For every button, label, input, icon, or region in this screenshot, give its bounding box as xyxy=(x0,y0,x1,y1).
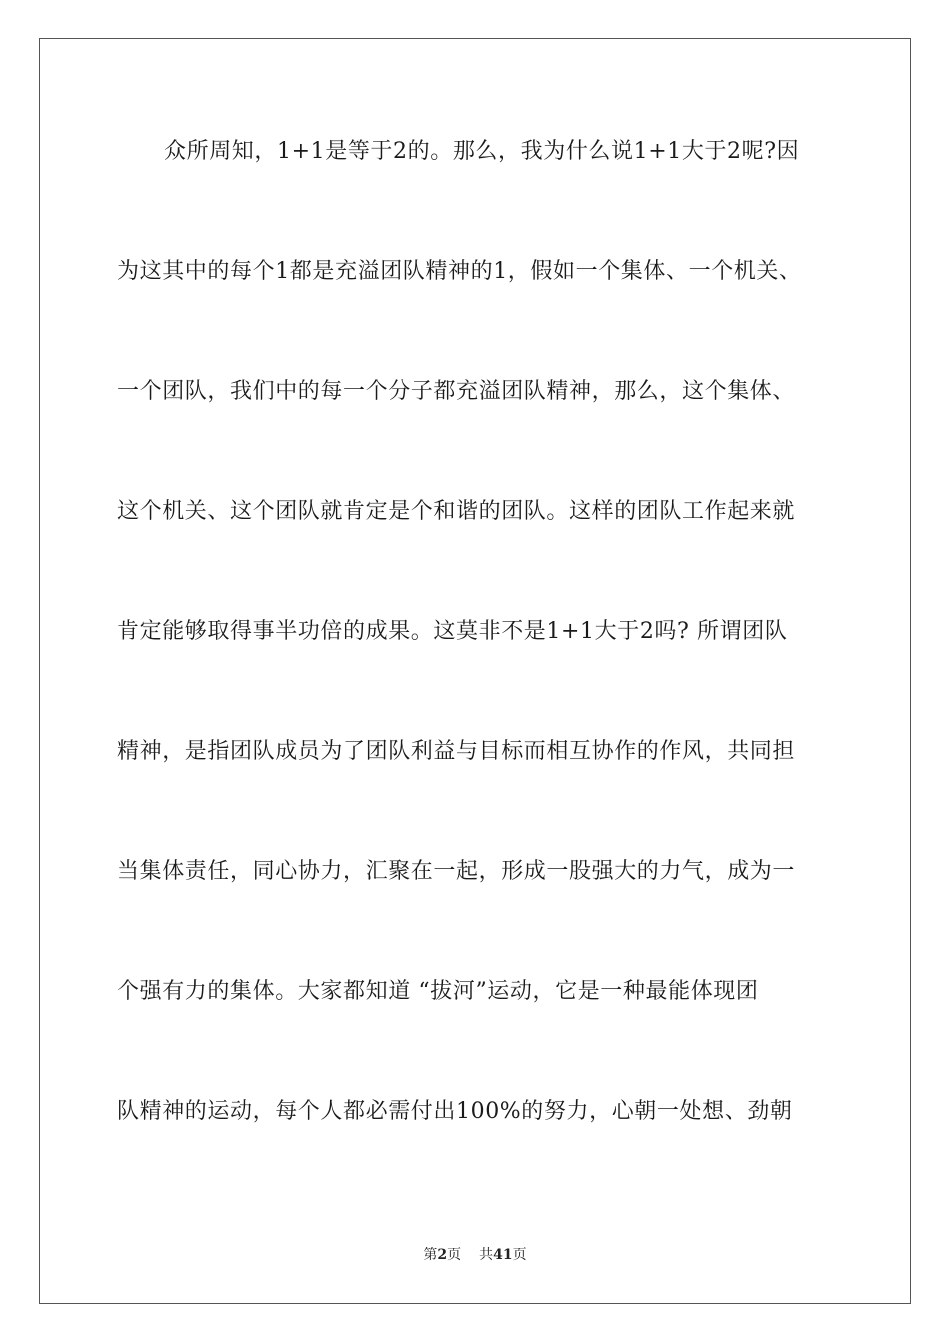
text-line-7: 当集体责任，同心协力，汇聚在一起，形成一股强大的力气，成为一 xyxy=(117,859,796,884)
text-line-3: 一个团队，我们中的每一个分子都充溢团队精神，那么，这个集体、 xyxy=(117,379,796,404)
text-line-8: 个强有力的集体。大家都知道 “拔河”运动，它是一种最能体现团 xyxy=(117,979,759,1004)
total-suffix: 页 xyxy=(512,1247,527,1263)
text-line-9: 队精神的运动，每个人都必需付出100%的努力，心朝一处想、劲朝 xyxy=(117,1099,793,1124)
text-line-2: 为这其中的每个1都是充溢团队精神的1，假如一个集体、一个机关、 xyxy=(117,259,802,284)
text-line-5: 肯定能够取得事半功倍的成果。这莫非不是1+1大于2吗? 所谓团队 xyxy=(117,619,788,644)
page-footer xyxy=(0,1245,950,1265)
text-line-1: 众所周知，1+1是等于2的。那么，我为什么说1+1大于2呢?因 xyxy=(164,139,800,164)
text-line-4: 这个机关、这个团队就肯定是个和谐的团队。这样的团队工作起来就 xyxy=(117,499,796,524)
page-prefix: 第 xyxy=(423,1247,438,1263)
page-suffix: 页 xyxy=(447,1247,462,1263)
page-number: 2 xyxy=(437,1247,448,1263)
text-line-6: 精神，是指团队成员为了团队利益与目标而相互协作的作风，共同担 xyxy=(117,739,796,764)
total-pages: 41 xyxy=(493,1247,513,1263)
total-prefix: 共 xyxy=(479,1247,494,1263)
